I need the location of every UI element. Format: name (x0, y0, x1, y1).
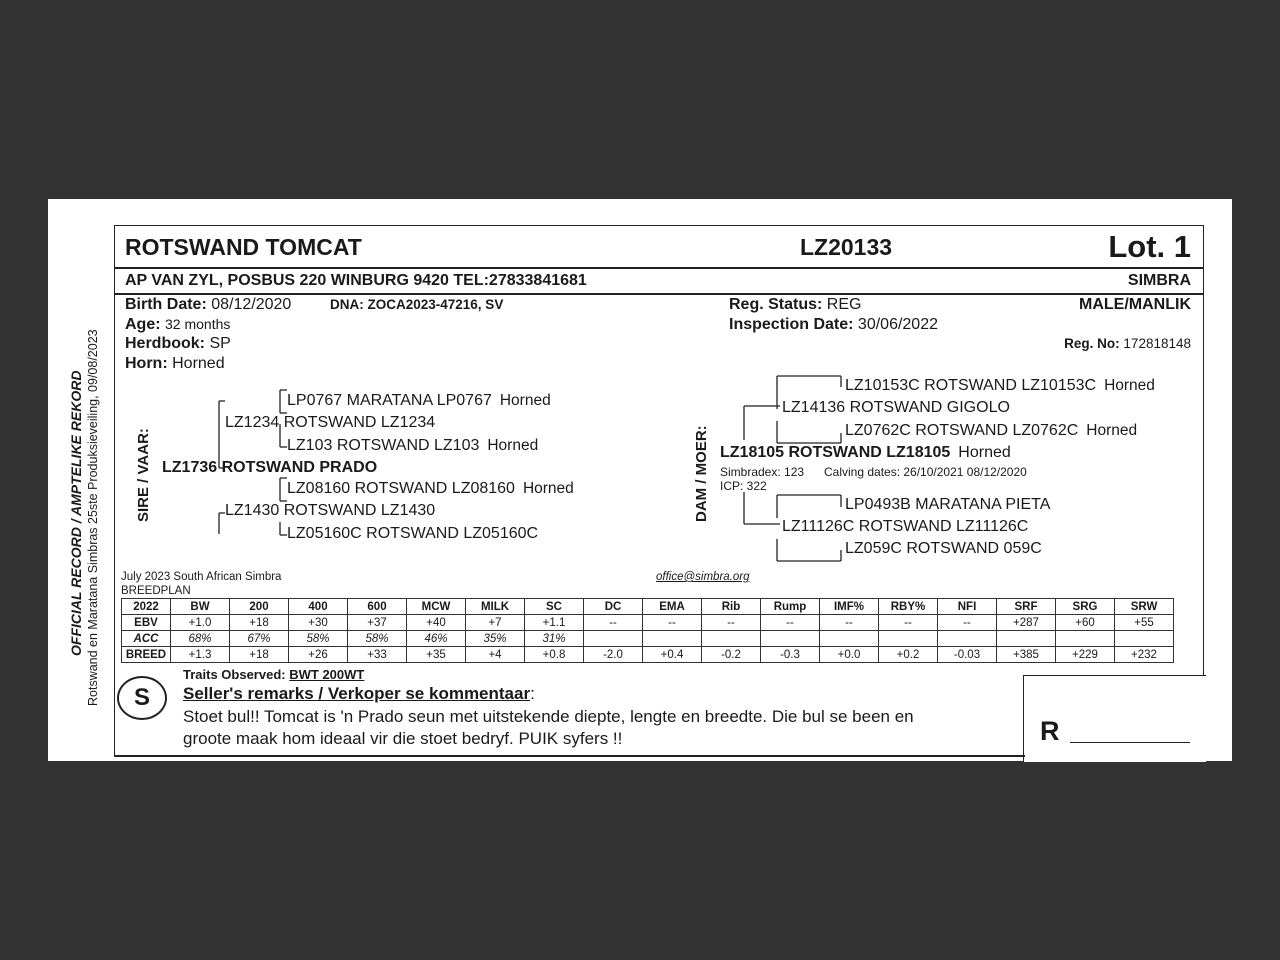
ebv-header-row (122, 599, 1174, 615)
horn-value: Horned (172, 355, 225, 372)
ebv-col-header: Rib (702, 599, 761, 615)
sire-dam-sire-name: LZ08160 ROTSWAND LZ08160 (287, 480, 515, 497)
ebv-cell: +37 (348, 615, 407, 631)
sire-dam-sire (287, 480, 574, 498)
animal-id: LZ20133 (800, 234, 893, 260)
ebv-cell: +18 (230, 615, 289, 631)
dna-info: DNA: ZOCA2023-47216, SV (330, 297, 504, 312)
inspection-value: 30/06/2022 (857, 316, 938, 333)
dam-sire: LZ14136 ROTSWAND GIGOLO (782, 399, 1010, 416)
ebv-row (122, 647, 1174, 663)
ebv-cell: 31% (525, 631, 584, 647)
dam-name: LZ18105 ROTSWAND LZ18105 (720, 444, 951, 461)
sire-sire-sire (287, 392, 551, 410)
traits-observed (183, 667, 364, 682)
icp: ICP: 322 (720, 479, 767, 493)
birth-date-label: Birth Date: (125, 296, 207, 313)
reg-status-value: REG (826, 296, 862, 313)
ebv-row-label: BREED (122, 647, 171, 663)
birth-date-value: 08/12/2020 (211, 296, 292, 313)
ebv-col-header: NFI (938, 599, 997, 615)
ebv-cell: +35 (407, 647, 466, 663)
ebv-cell: +1.3 (171, 647, 230, 663)
simbradex: Simbradex: 123 (720, 465, 805, 479)
ebv-cell: +0.4 (643, 647, 702, 663)
ebv-cell: +55 (1115, 615, 1174, 631)
animal-name: ROTSWAND TOMCAT (125, 234, 362, 260)
ebv-cell: -0.2 (702, 647, 761, 663)
sire-sire-sire-horn: Horned (499, 392, 551, 409)
ebv-cell (1115, 631, 1174, 647)
sex-label: MALE/MANLIK (1079, 296, 1191, 313)
ebv-table (121, 598, 1174, 663)
ebv-cell (702, 631, 761, 647)
sire-sire-dam-name: LZ103 ROTSWAND LZ103 (287, 437, 480, 454)
ebv-cell: 35% (466, 631, 525, 647)
ebv-cell: +0.8 (525, 647, 584, 663)
ebv-cell: -0.3 (761, 647, 820, 663)
dam-sire-sire-name: LZ10153C ROTSWAND LZ10153C (845, 377, 1097, 394)
remarks-line-2: groote maak hom ideaal vir die stoet bedryf. PUIK syfers !! (183, 729, 623, 748)
ebv-cell: +1.0 (171, 615, 230, 631)
ebv-col-header: 400 (289, 599, 348, 615)
reg-status-label: Reg. Status: (729, 296, 823, 313)
seller-remarks-heading (183, 684, 535, 704)
ebv-cell: 67% (230, 631, 289, 647)
sire-sire-dam-horn: Horned (487, 437, 539, 454)
ebv-cell: +0.2 (879, 647, 938, 663)
price-box (1023, 675, 1206, 762)
reg-no-label: Reg. No: (1064, 336, 1120, 351)
ebv-cell: -- (702, 615, 761, 631)
calving-dates: Calving dates: 26/10/2021 08/12/2020 (824, 465, 1027, 479)
ebv-cell (938, 631, 997, 647)
ebv-cell: +232 (1115, 647, 1174, 663)
ebv-cell: -- (879, 615, 938, 631)
ebv-col-header: Rump (761, 599, 820, 615)
dam-horn: Horned (958, 444, 1011, 461)
sire-sire-sire-name: LP0767 MARATANA LP0767 (287, 392, 492, 409)
sire-name: LZ1736 ROTSWAND PRADO (162, 459, 378, 476)
ebv-col-header: 200 (230, 599, 289, 615)
herdbook-value: SP (209, 335, 231, 352)
age-value: 32 months (165, 316, 231, 332)
ebv-cell: +1.1 (525, 615, 584, 631)
ebv-cell: +287 (997, 615, 1056, 631)
dam-dam-sire: LP0493B MARATANA PIETA (845, 496, 1051, 513)
horn-label: Horn: (125, 355, 168, 372)
seller-remarks-colon: : (530, 684, 535, 703)
dam-sire-dam-name: LZ0762C ROTSWAND LZ0762C (845, 422, 1079, 439)
ebv-col-header: SRW (1115, 599, 1174, 615)
dam-sire-sire-horn: Horned (1104, 377, 1155, 394)
dam-dam: LZ11126C ROTSWAND LZ11126C (782, 518, 1029, 535)
dam-label: DAM / MOER: (693, 425, 710, 522)
sire-sire-dam (287, 437, 538, 455)
ebv-cell: +4 (466, 647, 525, 663)
ebv-cell (643, 631, 702, 647)
ebv-row (122, 615, 1174, 631)
ebv-cell: +26 (289, 647, 348, 663)
breeder-info: AP VAN ZYL, POSBUS 220 WINBURG 9420 TEL:27833841681 (125, 272, 587, 289)
dam-sire-dam (845, 422, 1137, 440)
ebv-cell: +33 (348, 647, 407, 663)
ebv-cell: -- (938, 615, 997, 631)
ebv-col-header: DC (584, 599, 643, 615)
ebv-cell: -- (584, 615, 643, 631)
ebv-cell (761, 631, 820, 647)
reg-no-value: 172818148 (1123, 336, 1191, 351)
office-email[interactable]: office@simbra.org (656, 571, 750, 583)
remarks-line-1: Stoet bul!! Tomcat is 'n Prado seun met uitstekende diepte, lengte en breedte. Die bul se been en (183, 707, 914, 726)
ebv-cell: +0.0 (820, 647, 879, 663)
sire-dam-sire-horn: Horned (522, 480, 574, 497)
ebv-cell: +7 (466, 615, 525, 631)
inspection-label: Inspection Date: (729, 316, 854, 333)
ebv-cell: +60 (1056, 615, 1115, 631)
ebv-col-header: MILK (466, 599, 525, 615)
ebv-cell: +18 (230, 647, 289, 663)
ebv-col-header: SRF (997, 599, 1056, 615)
ebv-col-header: MCW (407, 599, 466, 615)
ebv-cell: -- (761, 615, 820, 631)
age-label: Age: (125, 316, 161, 333)
ebv-cell: 68% (171, 631, 230, 647)
ebv-cell: +229 (1056, 647, 1115, 663)
ebv-cell: -2.0 (584, 647, 643, 663)
card-bottom-border (114, 755, 1025, 757)
sale-name-label: Rotswand en Maratana Simbras 25ste Produksieveiling, 09/08/2023 (86, 329, 100, 706)
ebv-row-label: ACC (122, 631, 171, 647)
traits-value: BWT 200WT (289, 667, 365, 682)
ebv-col-header: EMA (643, 599, 702, 615)
ebv-col-header: 600 (348, 599, 407, 615)
traits-label: Traits Observed: (183, 667, 286, 682)
ebv-cell: 46% (407, 631, 466, 647)
ebv-cell (997, 631, 1056, 647)
ebv-col-header: SRG (1056, 599, 1115, 615)
price-currency: R (1040, 716, 1060, 746)
dam-dam-dam: LZ059C ROTSWAND 059C (845, 540, 1042, 557)
ebv-cell (820, 631, 879, 647)
ebv-col-header: IMF% (820, 599, 879, 615)
lot-number: Lot. 1 (1108, 229, 1191, 264)
ebv-source: July 2023 South African Simbra (121, 571, 282, 583)
dam-name-line (720, 444, 1011, 462)
sale-catalogue-sheet (48, 199, 1232, 761)
ebv-cell: -0.03 (938, 647, 997, 663)
official-record-label: OFFICIAL RECORD / AMPTELIKE REKORD (68, 370, 84, 656)
dam-sire-dam-horn: Horned (1086, 422, 1138, 439)
ebv-cell: -- (820, 615, 879, 631)
ebv-cell: 58% (289, 631, 348, 647)
ebv-cell: +385 (997, 647, 1056, 663)
price-blank-line[interactable] (1070, 742, 1190, 743)
ebv-cell: +30 (289, 615, 348, 631)
ebv-col-header: RBY% (879, 599, 938, 615)
ebv-cell (879, 631, 938, 647)
sire-label: SIRE / VAAR: (135, 428, 152, 522)
sire-dam-dam: LZ05160C ROTSWAND LZ05160C (287, 525, 539, 542)
breed-label: SIMBRA (1127, 272, 1191, 289)
ebv-cell (584, 631, 643, 647)
simbra-s-logo: S (117, 676, 167, 720)
ebv-col-header: BW (171, 599, 230, 615)
ebv-cell: 58% (348, 631, 407, 647)
ebv-col-header: 2022 (122, 599, 171, 615)
seller-remarks-title: Seller's remarks / Verkoper se kommentaar (183, 684, 531, 703)
dam-sire-sire (845, 377, 1155, 395)
sire-dam: LZ1430 ROTSWAND LZ1430 (225, 502, 436, 519)
breedplan-label: BREEDPLAN (121, 585, 191, 597)
ebv-row-label: EBV (122, 615, 171, 631)
ebv-cell (1056, 631, 1115, 647)
herdbook-label: Herdbook: (125, 335, 205, 352)
sire-sire: LZ1234 ROTSWAND LZ1234 (225, 414, 436, 431)
ebv-col-header: SC (525, 599, 584, 615)
ebv-row (122, 631, 1174, 647)
ebv-cell: +40 (407, 615, 466, 631)
ebv-cell: -- (643, 615, 702, 631)
